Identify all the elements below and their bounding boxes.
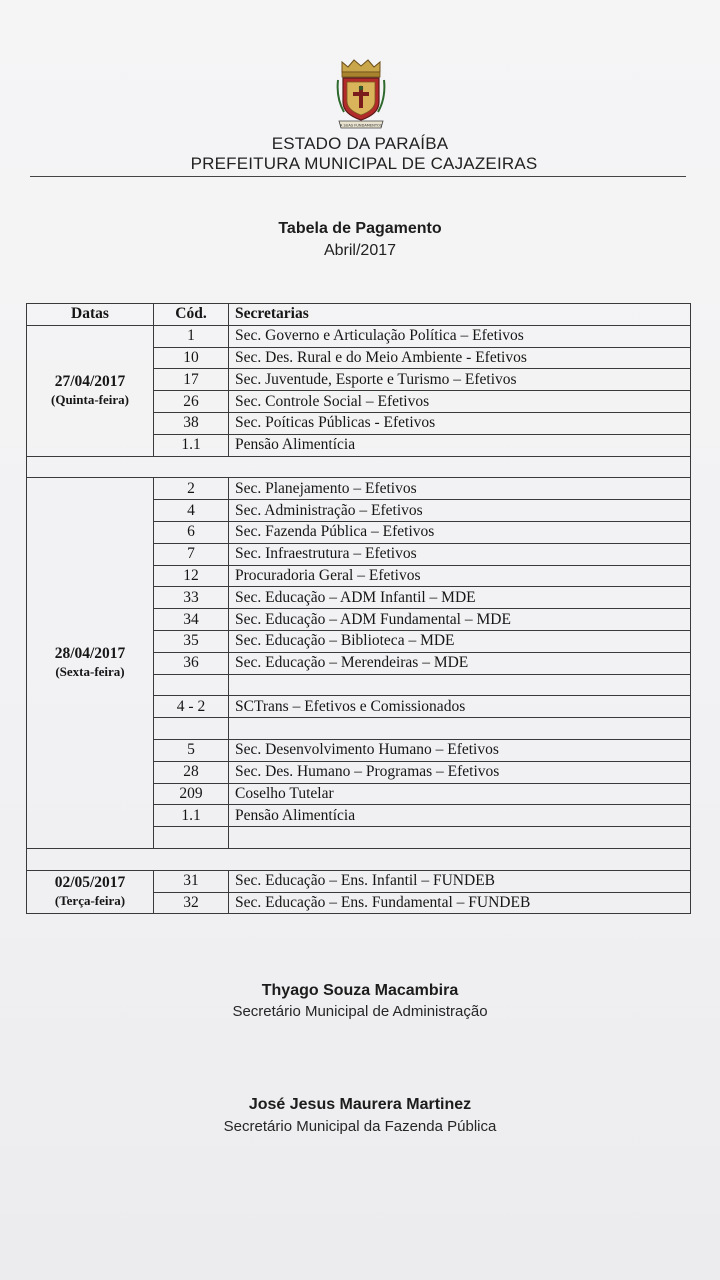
secretariat-cell: Pensão Alimentícia: [229, 434, 691, 456]
table-row: [27, 325, 691, 347]
payment-date-cell: [27, 870, 154, 914]
city-hall-name: PREFEITURA MUNICIPAL DE CAJAZEIRAS: [190, 154, 538, 173]
code-cell: 209: [154, 783, 229, 805]
secretariat-cell: Sec. Educação – Ens. Infantil – FUNDEB: [229, 870, 691, 892]
column-header-code: Cód.: [154, 304, 229, 326]
group-separator-row: [27, 456, 691, 478]
svg-text:A SUAS FUNDAMENTOS: A SUAS FUNDAMENTOS: [339, 123, 383, 128]
code-cell: 38: [154, 412, 229, 434]
group-separator-row: [27, 848, 691, 870]
payment-date: 28/04/2017: [54, 645, 126, 663]
payment-date-cell: [27, 325, 154, 456]
code-cell: 6: [154, 521, 229, 543]
code-cell: 28: [154, 761, 229, 783]
code-cell: 31: [154, 870, 229, 892]
payment-date: 02/05/2017: [54, 874, 126, 892]
secretariat-cell: Sec. Planejamento – Efetivos: [229, 478, 691, 500]
payment-date: 27/04/2017: [54, 372, 126, 390]
code-cell: 35: [154, 630, 229, 652]
code-cell: 36: [154, 652, 229, 674]
payment-date-cell: [27, 478, 154, 849]
secretariat-cell: [229, 718, 691, 740]
separator-cell: [27, 456, 691, 478]
document-title: Tabela de Pagamento: [278, 220, 442, 237]
code-cell: 1.1: [154, 805, 229, 827]
code-cell: 4: [154, 500, 229, 522]
code-cell: 17: [154, 369, 229, 391]
secretariat-cell: Sec. Des. Humano – Programas – Efetivos: [229, 761, 691, 783]
secretariat-cell: Sec. Infraestrutura – Efetivos: [229, 543, 691, 565]
secretariat-cell: Sec. Des. Rural e do Meio Ambiente - Efetivos: [229, 347, 691, 369]
code-cell: 1.1: [154, 434, 229, 456]
table-header-row: [27, 304, 691, 326]
code-cell: 12: [154, 565, 229, 587]
payment-table: [26, 303, 691, 914]
separator-cell: [27, 848, 691, 870]
secretariat-cell: Sec. Fazenda Pública – Efetivos: [229, 521, 691, 543]
signatory-role-administration: Secretário Municipal de Administração: [232, 1003, 488, 1020]
code-cell: [154, 674, 229, 696]
secretariat-cell: [229, 827, 691, 849]
document-period: Abril/2017: [323, 242, 397, 259]
code-cell: 2: [154, 478, 229, 500]
signatory-name-administration: Thyago Souza Macambira: [261, 982, 459, 999]
column-header-secretariat: Secretarias: [229, 304, 691, 326]
coat-of-arms-logo: [336, 58, 386, 130]
code-cell: [154, 827, 229, 849]
code-cell: 4 - 2: [154, 696, 229, 718]
code-cell: 26: [154, 391, 229, 413]
payment-weekday: (Quinta-feira): [51, 391, 129, 407]
code-cell: 34: [154, 609, 229, 631]
code-cell: 5: [154, 739, 229, 761]
secretariat-cell: Sec. Educação – ADM Fundamental – MDE: [229, 609, 691, 631]
table-row: [27, 478, 691, 500]
secretariat-cell: Pensão Alimentícia: [229, 805, 691, 827]
signatory-name-finance: José Jesus Maurera Martinez: [248, 1096, 472, 1113]
secretariat-cell: Coselho Tutelar: [229, 783, 691, 805]
secretariat-cell: [229, 674, 691, 696]
code-cell: 32: [154, 892, 229, 914]
column-header-date: Datas: [27, 304, 154, 326]
state-name: ESTADO DA PARAÍBA: [271, 134, 449, 153]
secretariat-cell: Sec. Juventude, Esporte e Turismo – Efetivos: [229, 369, 691, 391]
table-row: [27, 870, 691, 892]
signatory-role-finance: Secretário Municipal da Fazenda Pública: [223, 1118, 497, 1135]
secretariat-cell: Sec. Governo e Articulação Política – Efetivos: [229, 325, 691, 347]
code-cell: 1: [154, 325, 229, 347]
payment-weekday: (Sexta-feira): [55, 664, 125, 680]
secretariat-cell: Sec. Poíticas Públicas - Efetivos: [229, 412, 691, 434]
secretariat-cell: Sec. Desenvolvimento Humano – Efetivos: [229, 739, 691, 761]
secretariat-cell: Sec. Administração – Efetivos: [229, 500, 691, 522]
secretariat-cell: Sec. Educação – Merendeiras – MDE: [229, 652, 691, 674]
secretariat-cell: Procuradoria Geral – Efetivos: [229, 565, 691, 587]
code-cell: 33: [154, 587, 229, 609]
secretariat-cell: Sec. Educação – Ens. Fundamental – FUNDEB: [229, 892, 691, 914]
code-cell: 10: [154, 347, 229, 369]
code-cell: [154, 718, 229, 740]
secretariat-cell: Sec. Educação – ADM Infantil – MDE: [229, 587, 691, 609]
secretariat-cell: SCTrans – Efetivos e Comissionados: [229, 696, 691, 718]
secretariat-cell: Sec. Controle Social – Efetivos: [229, 391, 691, 413]
payment-weekday: (Terça-feira): [54, 893, 126, 909]
secretariat-cell: Sec. Educação – Biblioteca – MDE: [229, 630, 691, 652]
code-cell: 7: [154, 543, 229, 565]
header-divider: [30, 176, 686, 177]
